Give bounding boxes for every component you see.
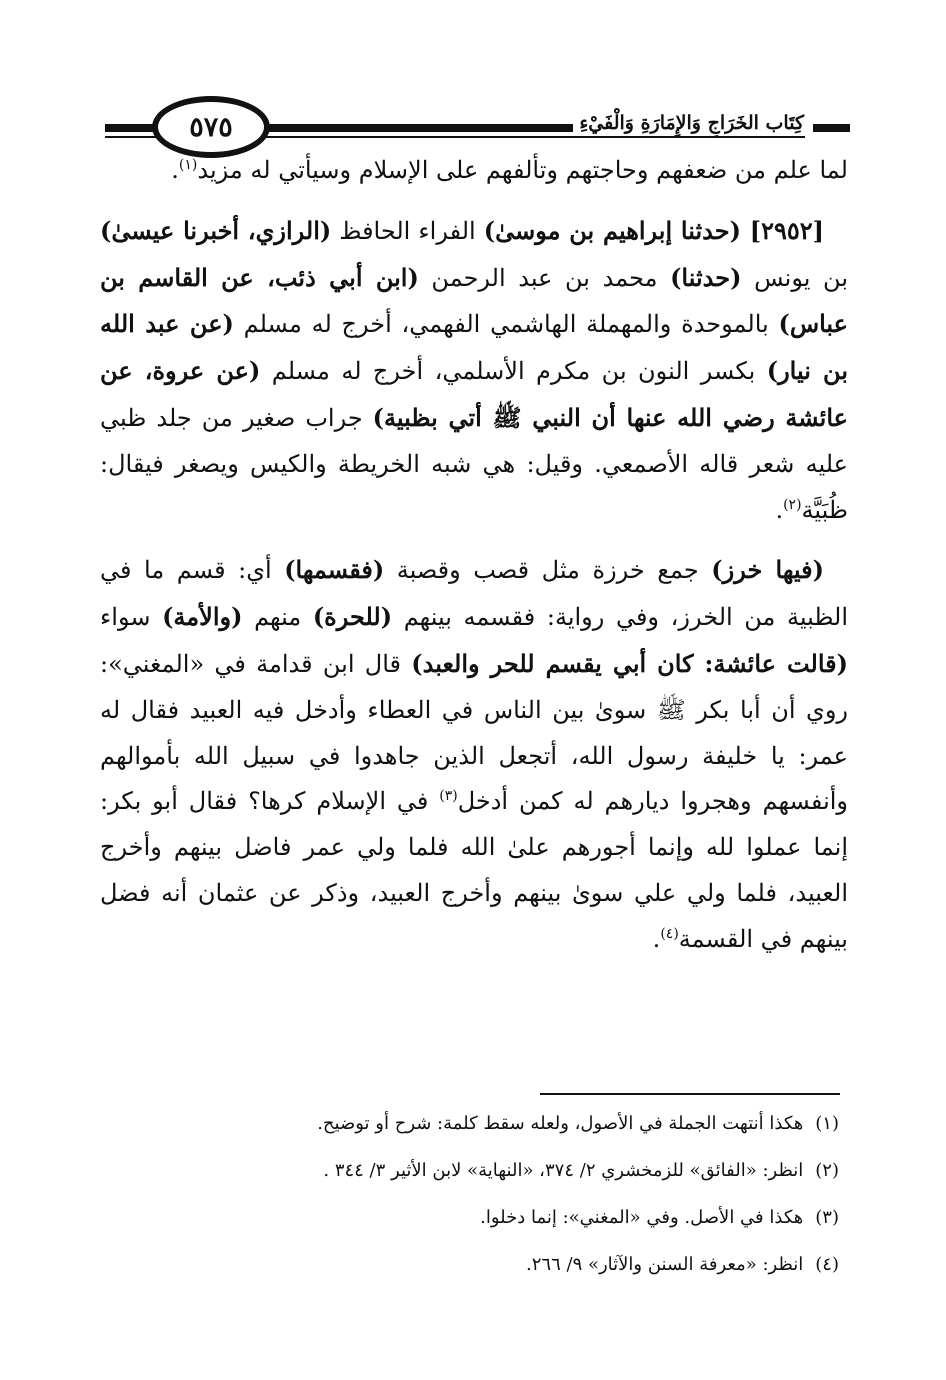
paragraph-gap	[100, 194, 848, 208]
footnote-marker-4: (٤)	[660, 925, 679, 942]
p2-text-4: بن يونس	[741, 263, 849, 292]
paragraph-2	[100, 208, 848, 534]
footnote-marker-1: (١)	[178, 157, 198, 173]
p1-text: لما علم من ضعفهم وحاجتهم وتألفهم على الإسلام وسيأتي له مزيد	[197, 156, 848, 184]
paragraph-gap	[100, 533, 848, 547]
page-number: ٥٧٥	[152, 96, 270, 158]
p3-bold-1: (فيها خرز)	[711, 555, 825, 585]
p3-text-2: جمع خرزة مثل قصب وقصبة	[384, 556, 712, 585]
footnotes	[139, 1100, 839, 1288]
p3-end: .	[652, 924, 661, 953]
footnote-text: انظر: «الفائق» للزمخشري ٢/ ٣٧٤، «النهاية» لابن الأثير ٣/ ٣٤٤ .	[323, 1160, 804, 1181]
p2-bold-9: (عن عبد الله بن نيار)	[100, 309, 849, 386]
footnote-separator	[540, 1093, 840, 1095]
hadith-number-chain: [٢٩٥٢] (حدثنا إبراهيم بن موسىٰ)	[483, 215, 825, 245]
footnote-4	[139, 1241, 839, 1288]
paragraph-3	[100, 547, 848, 962]
p3-bold-9: (قالت عائشة: كان أبي يقسم للحر والعبد)	[411, 648, 848, 678]
footnote-marker-2: (٢)	[783, 496, 802, 513]
p2-bold-3: (الرازي، أخبرنا عيسىٰ)	[100, 215, 332, 245]
p2-text-8: بالموحدة والمهملة الهاشمي الفهمي، أخرج له مسلم	[233, 310, 779, 339]
p3-text-11: في الإسلام كرها؟ فقال أبو بكر: إنما عملوا لله وإنما أجورهم علىٰ الله فلما ولي عمر فاضل بينهم وأخرج العبيد، فلما ولي علي سوىٰ بينهم وأخرج العبيد، وذكر عن عثمان أنه فضل بينهم في القسمة	[100, 787, 848, 953]
p2-bold-7: (ابن أبي ذئب، عن القاسم بن عباس)	[100, 262, 848, 339]
running-title: كِتَاب الخَرَاجِ وَالإِمَارَةِ وَالْفَيْءِ	[573, 112, 810, 134]
footnote-text: انظر: «معرفة السنن والآثار» ٩/ ٢٦٦.	[526, 1254, 804, 1275]
p3-bold-3: (فقسمها)	[284, 555, 385, 585]
footnote-number: (٢)	[815, 1160, 839, 1181]
p2-text-10: بكسر النون بن مكرم الأسلمي، أخرج له مسلم	[260, 357, 767, 386]
main-text	[100, 148, 848, 963]
header-rule-right-thin	[255, 136, 805, 138]
footnote-text: هكذا في الأصل. وفي «المغني»: إنما دخلوا.	[480, 1207, 804, 1228]
footnote-text: هكذا أنتهت الجملة في الأصول، ولعله سقط كلمة: شرح أو توضيح.	[317, 1113, 804, 1134]
footnote-number: (٤)	[815, 1254, 839, 1275]
p2-text-6: محمد بن عبد الرحمن	[418, 263, 671, 292]
p3-text-8: سواء	[100, 603, 163, 632]
footnote-number: (١)	[815, 1113, 839, 1134]
p2-bold-5: (حدثنا)	[670, 262, 742, 292]
p2-text-12: جراب صغير من جلد ظبي عليه شعر قاله الأصمعي. وقيل: هي شبه الخريطة والكيس ويصغر فيقال: ظُبَيَّة	[100, 403, 848, 524]
paragraph-1	[100, 148, 848, 194]
p3-text-4: أي: قسم ما في الظبية من الخرز، وفي رواية: فقسمه بينهم	[100, 556, 849, 632]
p3-bold-5: (للحرة)	[312, 602, 393, 632]
footnote-1	[139, 1100, 839, 1147]
p2-end: .	[775, 495, 784, 524]
footnote-2	[139, 1147, 839, 1194]
header-rule-end	[813, 124, 850, 132]
p3-text-10: قال ابن قدامة في «المغني»: روي أن أبا بكر ﷺ سوىٰ بين الناس في العطاء وأدخل فيه العبيد فقال له عمر: يا خليفة رسول الله، أتجعل الذين جاهدوا في سبيل الله بأموالهم وأنفسهم وهجروا ديارهم له كمن أدخل	[100, 649, 849, 816]
p1-end: .	[171, 156, 179, 184]
p3-bold-7: (والأمة)	[162, 602, 243, 632]
footnote-3	[139, 1194, 839, 1241]
p3-text-6: منهم	[242, 603, 313, 632]
footnote-number: (٣)	[815, 1207, 839, 1228]
p2-text-2: الفراء الحافظ	[331, 216, 484, 245]
footnote-marker-3: (٣)	[439, 788, 458, 805]
p2-bold-11: (عن عروة، عن عائشة رضي الله عنها أن النبي ﷺ أتي بظبية)	[100, 356, 848, 432]
